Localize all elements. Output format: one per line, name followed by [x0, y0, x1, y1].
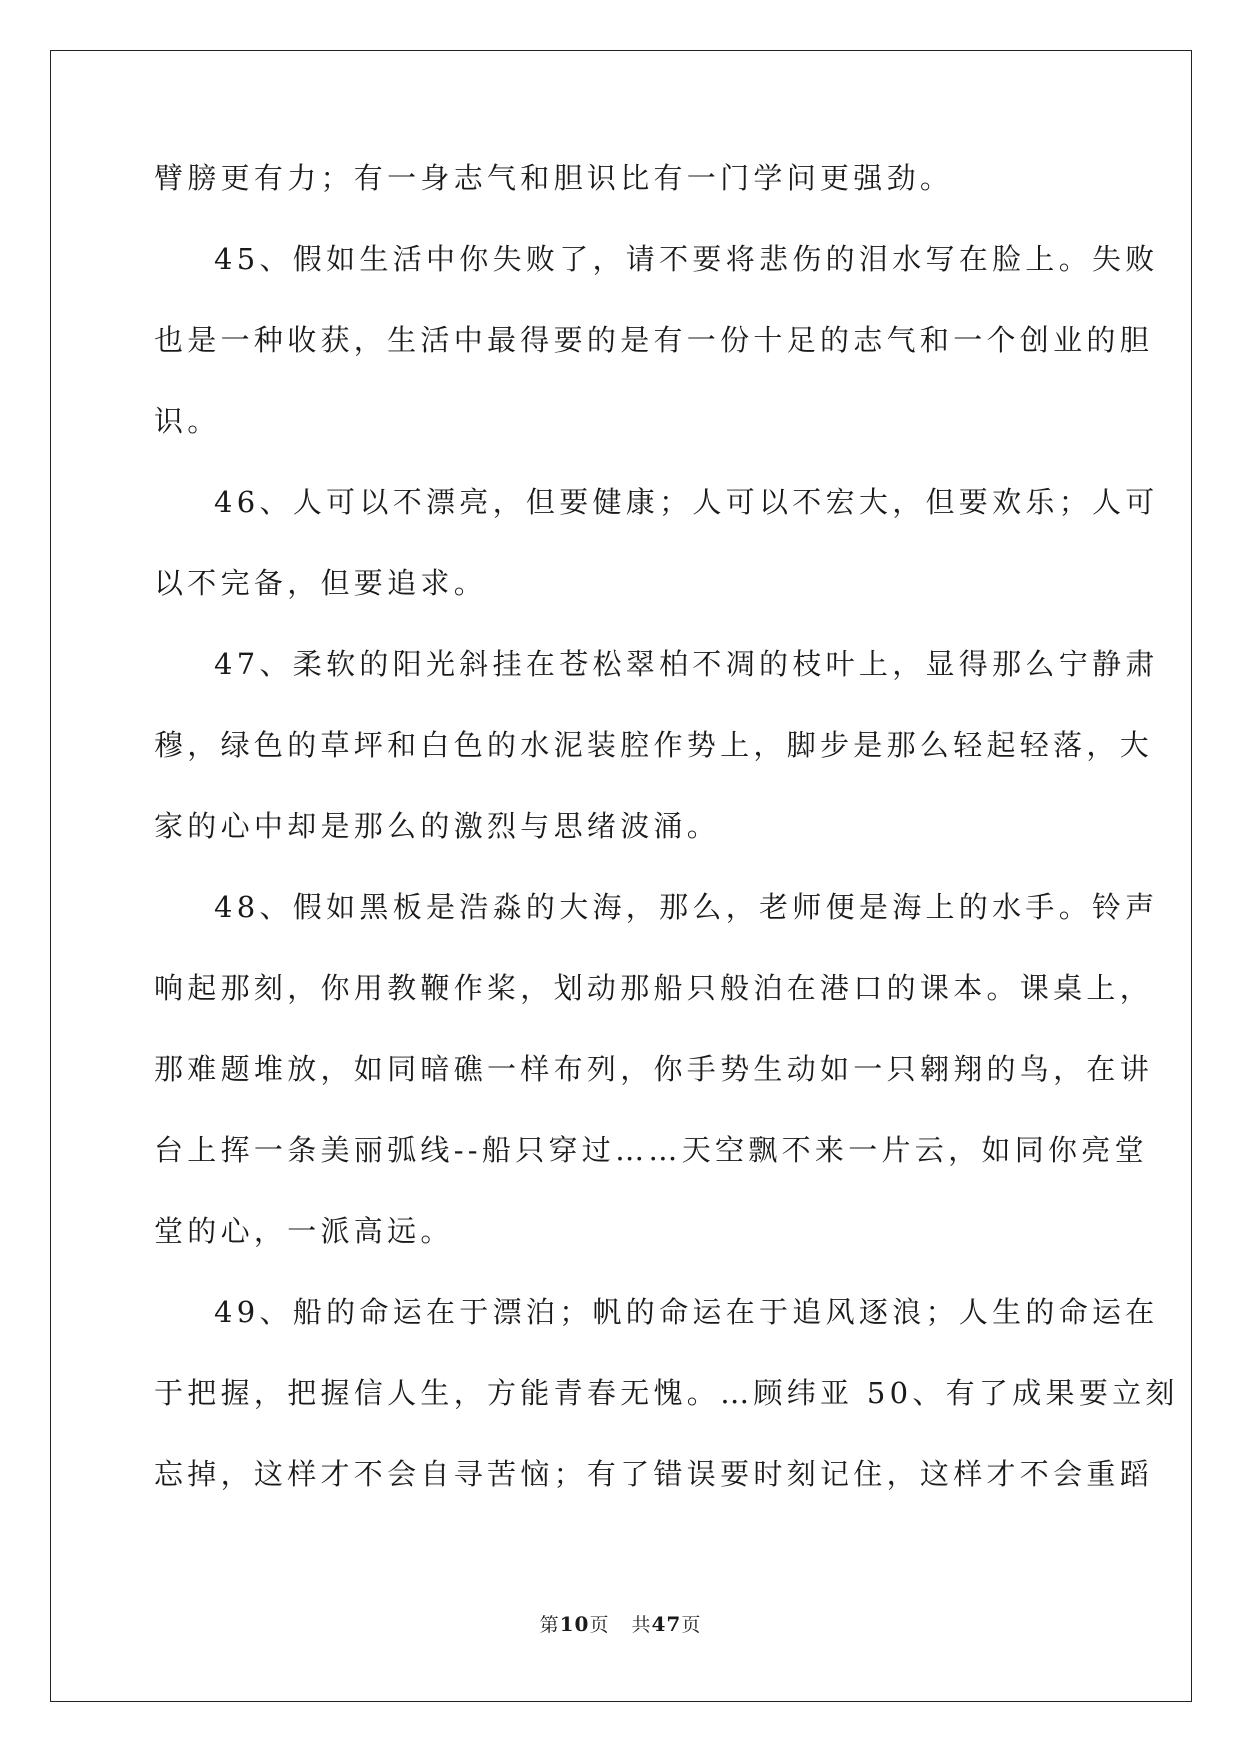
text-line: 忘掉，这样才不会自寻苦恼；有了错误要时刻记住，这样才不会重蹈 [154, 1457, 1154, 1491]
text-line: 家的心中却是那么的激烈与思绪波涌。 [154, 809, 721, 843]
footer-total-suffix: 页 [681, 1614, 702, 1636]
text-line: 那难题堆放，如同暗礁一样布列，你手势生动如一只翱翔的鸟，在讲 [154, 1052, 1154, 1086]
page-footer [0, 1612, 1241, 1637]
footer-page-prefix: 第 [539, 1614, 560, 1636]
footer-page-number: 10 [559, 1612, 590, 1636]
text-line: 47、柔软的阳光斜挂在苍松翠柏不凋的枝叶上，显得那么宁静肃 [214, 647, 1159, 681]
text-line: 堂的心，一派高远。 [154, 1214, 454, 1248]
text-line: 响起那刻，你用教鞭作桨，划动那船只般泊在港口的课本。课桌上， [154, 971, 1154, 1005]
text-line: 以不完备，但要追求。 [154, 566, 488, 600]
text-line: 46、人可以不漂亮，但要健康；人可以不宏大，但要欢乐；人可 [214, 485, 1159, 519]
document-body [154, 158, 1179, 1494]
text-line: 49、船的命运在于漂泊；帆的命运在于追风逐浪；人生的命运在 [214, 1295, 1159, 1329]
text-line: 45、假如生活中你失败了，请不要将悲伤的泪水写在脸上。失败 [214, 242, 1159, 276]
text-line: 穆，绿色的草坪和白色的水泥装腔作势上，脚步是那么轻起轻落，大 [154, 728, 1154, 762]
text-line: 48、假如黑板是浩淼的大海，那么，老师便是海上的水手。铃声 [214, 890, 1159, 924]
text-line: 识。 [154, 404, 221, 438]
text-line: 也是一种收获，生活中最得要的是有一份十足的志气和一个创业的胆 [154, 323, 1154, 357]
footer-page-suffix: 页 [589, 1614, 610, 1636]
text-line: 臂膀更有力；有一身志气和胆识比有一门学问更强劲。 [154, 161, 954, 195]
footer-total-pages: 47 [651, 1612, 682, 1636]
text-line: 于把握，把握信人生，方能青春无愧。…顾纬亚 50、有了成果要立刻 [154, 1376, 1179, 1410]
text-line: 台上挥一条美丽弧线--船只穿过……天空飘不来一片云，如同你亮堂 [154, 1133, 1148, 1167]
footer-total-prefix: 共 [631, 1614, 652, 1636]
